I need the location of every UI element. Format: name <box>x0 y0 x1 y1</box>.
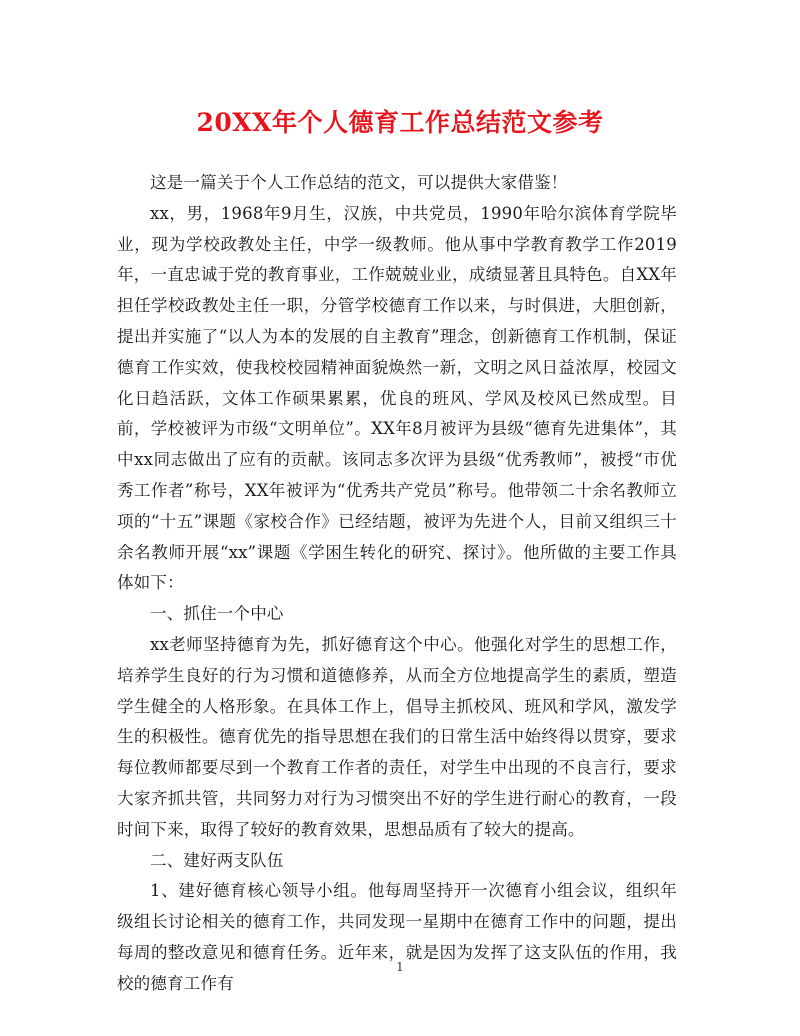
biography-paragraph: xx，男，1968年9月生，汉族，中共党员，1990年哈尔滨体育学院毕业，现为学校政教处主任，中学一级教师。他从事中学教育教学工作2019年，一直忠诚于党的教育事业，工作兢兢业业，成绩显著且具特色。自XX年担任学校政教处主任一职，分管学校德育工作以来，与时俱进，大胆创新，提出并实施了“以人为本的发展的自主教育”理念，创新德育工作机制，保证德育工作实效，使我校校园精神面貌焕然一新，文明之风日益浓厚，校园文化日趋活跃，文体工作硕果累累，优良的班风、学风及校风已然成型。目前，学校被评为市级“文明单位”。XX年8月被评为县级“德育先进集体”，其中xx同志做出了应有的贡献。该同志多次评为县级“优秀教师”，被授“市优秀工作者”称号，XX年被评为“优秀共产党员”称号。他带领二十余名教师立项的“十五”课题《家校合作》已经结题，被评为先进个人，目前又组织三十余名教师开展“xx”课题《学困生转化的研究、探讨》。他所做的主要工作具体如下： <box>117 203 677 593</box>
intro-paragraph: 这是一篇关于个人工作总结的范文，可以提供大家借鉴！ <box>150 173 568 192</box>
document-title: 20XX年个人德育工作总结范文参考 <box>196 108 604 137</box>
page-number: 1 <box>396 960 404 974</box>
section-heading-one: 一、抓住一个中心 <box>150 604 284 624</box>
document-body <box>117 168 677 1000</box>
section-heading-two: 二、建好两支队伍 <box>150 850 284 870</box>
section-two-paragraph: 1、建好德育核心领导小组。他每周坚持开一次德育小组会议，组织年级组长讨论相关的德育工作，共同发现一星期中在德育工作中的问题，提出每周的整改意见和德育任务。近年来，就是因为发挥了这支队伍的作用，我校的德育工作有 <box>117 881 677 993</box>
section-one-paragraph: xx老师坚持德育为先，抓好德育这个中心。他强化对学生的思想工作，培养学生良好的行为习惯和道德修养，从而全方位地提高学生的素质，塑造学生健全的人格形象。在具体工作上，倡导主抓校风、班风和学风，激发学生的积极性。德育优先的指导思想在我们的日常生活中始终得以贯穿，要求每位教师都要尽到一个教育工作者的责任，对学生中出现的不良言行，要求大家齐抓共管，共同努力对行为习惯突出不好的学生进行耐心的教育，一段时间下来，取得了较好的教育效果，思想品质有了较大的提高。 <box>117 634 677 839</box>
